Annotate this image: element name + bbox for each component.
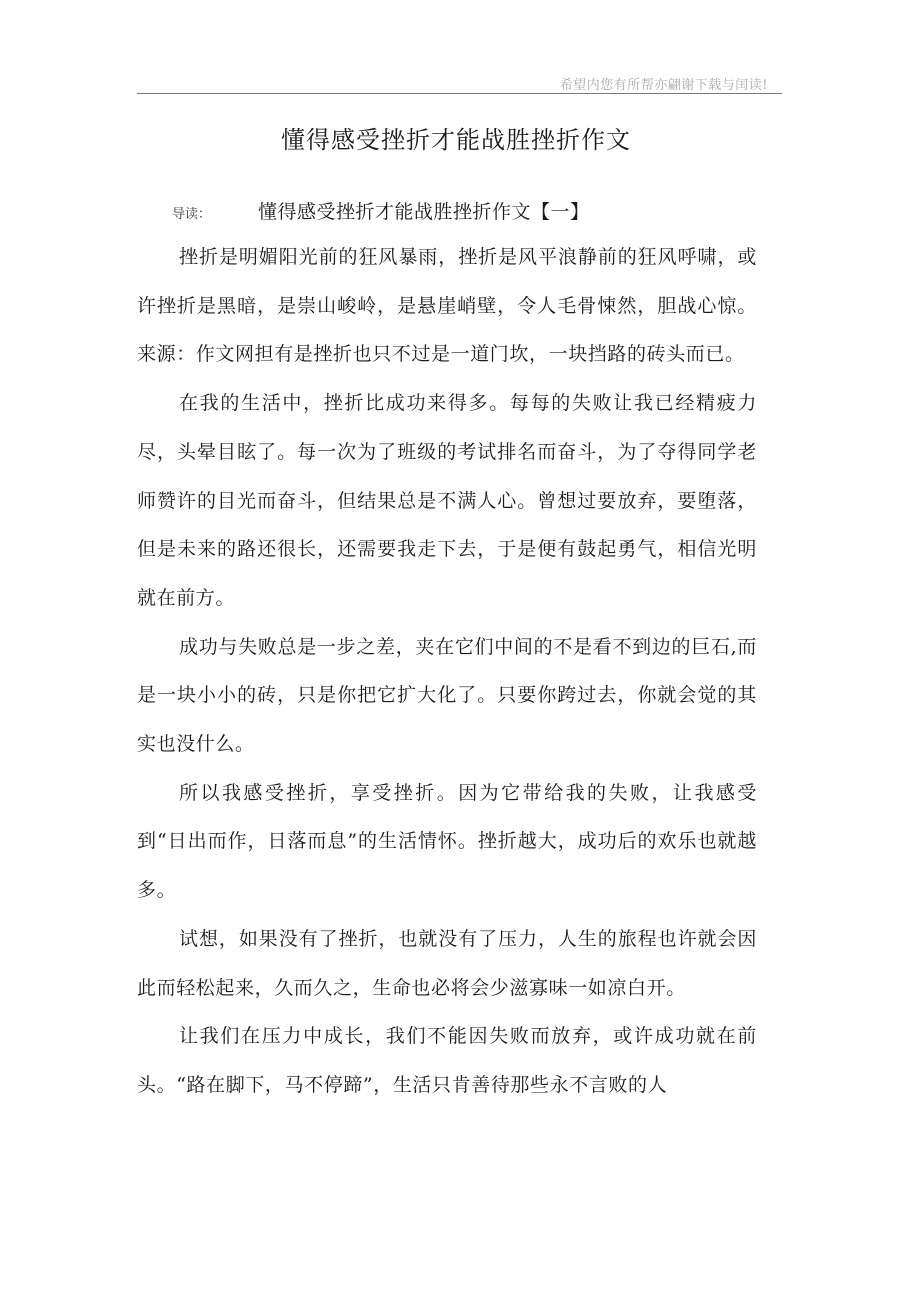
document-title: 懂得感受挫折才能战胜挫折作文 — [281, 126, 631, 154]
paragraph: 在我的生活中，挫折比成功来得多。每每的失败让我已经精疲力尽，头晕目眩了。每一次为了班级的考试排名而奋斗，为了夺得同学老师赞许的目光而奋斗，但结果总是不满人心。曾想过要放弃，要堕落，但是未来的路还很长，还需要我走下去，于是便有鼓起勇气，相信光明就在前方。 — [137, 392, 757, 609]
header-divider — [137, 93, 782, 94]
paragraph: 让我们在压力中成长，我们不能因失败而放弃，或许成功就在前头。“路在脚下，马不停蹄”，生活只肯善待那些永不言败的人 — [137, 1025, 757, 1096]
paragraph: 成功与失败总是一步之差，夹在它们中间的不是看不到边的巨石,而是一块小小的砖，只是你把它扩大化了。只要你跨过去，你就会觉的其实也没什么。 — [137, 635, 757, 756]
header-note: 希望内您有所帮亦翩谢下载与闰读! — [559, 78, 768, 93]
paragraph: 试想，如果没有了挫折，也就没有了压力，人生的旅程也许就会因此而轻松起来，久而久之，生命也必将会少滋寡味一如凉白开。 — [137, 927, 757, 999]
lead-title: 懂得感受挫折才能战胜挫折作文【一】 — [258, 201, 590, 223]
paragraph: 挫折是明媚阳光前的狂风暴雨，挫折是风平浪静前的狂风呼啸，或许挫折是黑暗，是崇山峻岭，是悬崖峭壁，令人毛骨悚然，胆战心惊。来源：作文网担有是挫折也只不过是一道门坎，一块挡路的砖头而已。 — [137, 246, 757, 366]
paragraph: 所以我感受挫折，享受挫折。因为它带给我的失败，让我感受到“日出而作，日落而息”的生活情怀。挫折越大，成功后的欢乐也就越多。 — [137, 781, 757, 902]
lead-line — [172, 197, 590, 224]
document-body — [137, 233, 757, 1110]
lead-label: 导读： — [172, 207, 212, 222]
